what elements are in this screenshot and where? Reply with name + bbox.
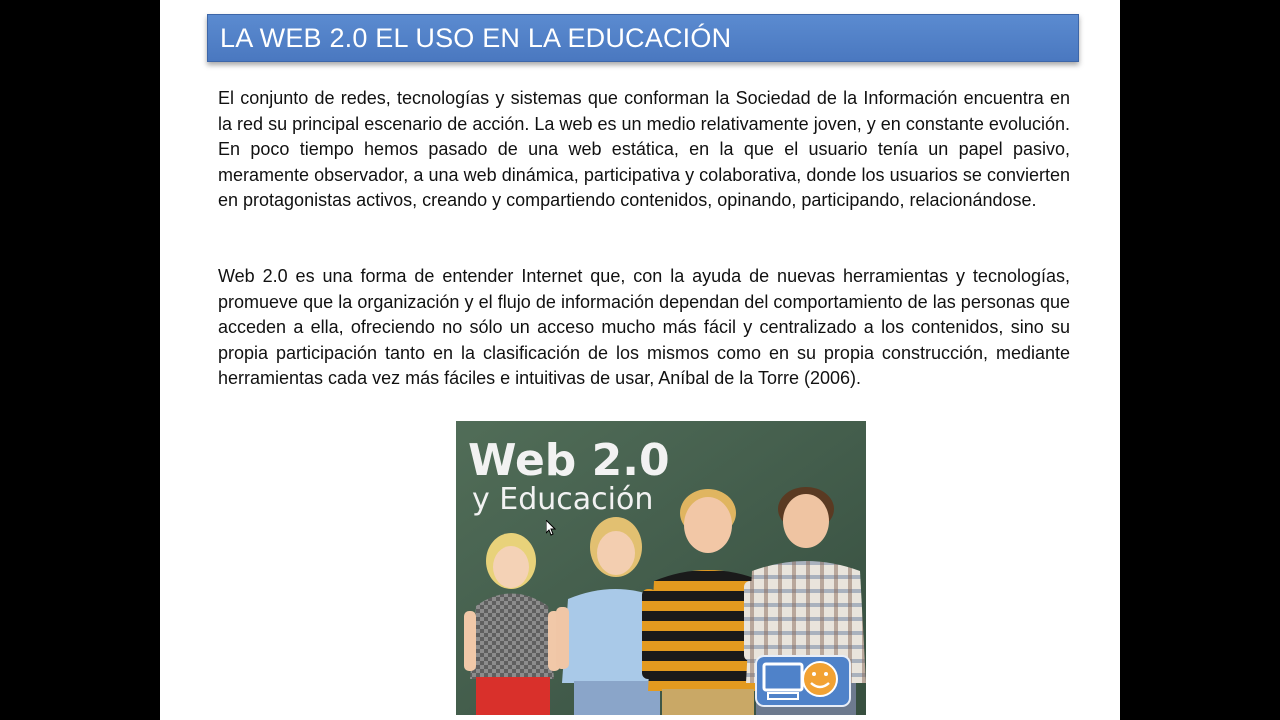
computer-smiley-icon (756, 656, 850, 706)
paragraph-intro: El conjunto de redes, tecnologías y sistemas que conforman la Sociedad de la Información encuentra en la red su principal escenario de acción. La web es un medio relativamente joven, y en constante evolución. En poco tiempo hemos pasado de una web estática, en la que el usuario tenía un papel pasivo, meramente observador, a una web dinámica, participativa y colaborativa, donde los usuarios se convierten en protagonistas activos, creando y compartiendo contenidos, opinando, participando, relacionándose. (218, 88, 1070, 211)
image-title-line1: Web 2.0 (468, 435, 670, 486)
image-title-line2: y Educación (472, 482, 654, 517)
paragraph-web20: Web 2.0 es una forma de entender Internet que, con la ayuda de nuevas herramientas y tecnologías, promueve que la organización y el flujo de información dependan del comportamiento de las personas que acceden a ella, ofreciendo no sólo un acceso mucho más fácil y centralizado a los contenidos, sino su propia participación tanto en la clasificación de los mismos como en su propia construcción, mediante herramientas cada vez más fáciles e intuitivas de usar, Aníbal de la Torre (2006). (218, 266, 1070, 389)
title-bar (207, 14, 1079, 62)
web20-education-image (456, 421, 866, 715)
slide-title: LA WEB 2.0 EL USO EN LA EDUCACIÓN (220, 23, 732, 53)
slide (160, 0, 1120, 720)
mouse-pointer-icon (546, 520, 556, 541)
